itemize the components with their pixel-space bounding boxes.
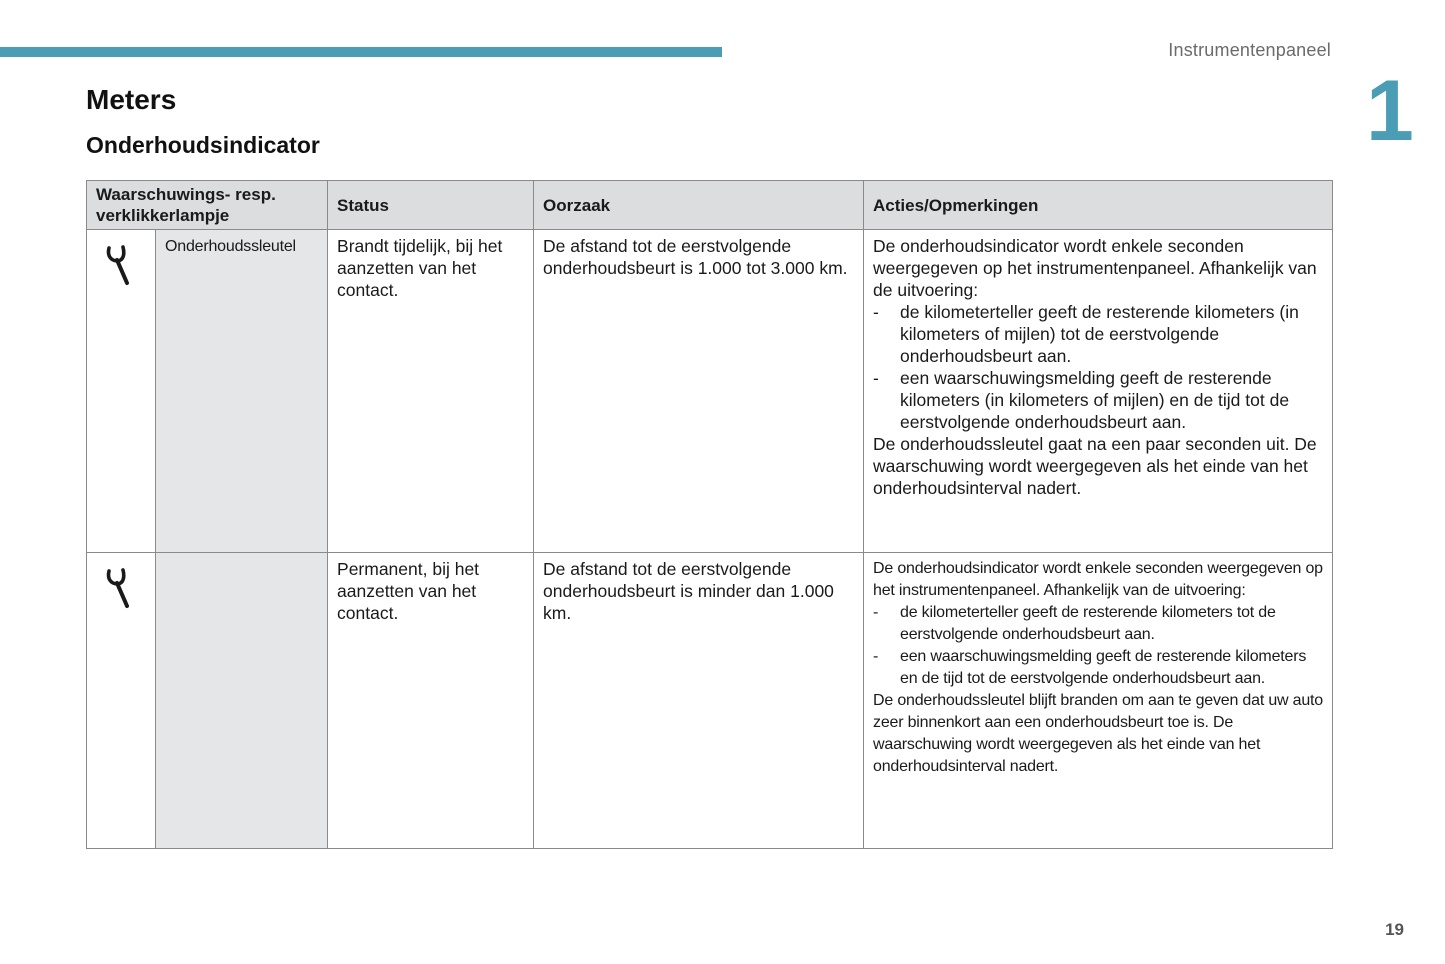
list-item: - een waarschuwingsmelding geeft de resterende kilometers (in kilometers of mijlen) en de tijd tot de eerstvolgende onderhoudsbeurt aan. (873, 367, 1323, 433)
table-header-row (87, 181, 1333, 230)
actions-cell (864, 230, 1333, 553)
column-header-status: Status (328, 181, 534, 230)
table-row (87, 230, 1333, 553)
actions-intro: De onderhoudsindicator wordt enkele seconden weergegeven op het instrumentenpaneel. Afhankelijk van de uitvoering: (873, 560, 1323, 599)
status-cell: Brandt tijdelijk, bij het aanzetten van het contact. (328, 230, 534, 553)
column-header-warning-lamp: Waarschuwings- resp. verklikkerlampje (87, 181, 328, 230)
column-header-cause: Oorzaak (534, 181, 864, 230)
table-row (87, 553, 1333, 849)
list-item-text: de kilometerteller geeft de resterende kilometers tot de eerstvolgende onderhoudsbeurt aan. (900, 604, 1276, 643)
section-title: Onderhoudsindicator (86, 132, 320, 158)
wrench-icon (104, 565, 138, 611)
list-item: - een waarschuwingsmelding geeft de resterende kilometers en de tijd tot de eerstvolgende onderhoudsbeurt aan. (873, 646, 1323, 690)
cause-cell: De afstand tot de eerstvolgende onderhoudsbeurt is minder dan 1.000 km. (534, 553, 864, 849)
cause-cell: De afstand tot de eerstvolgende onderhoudsbeurt is 1.000 tot 3.000 km. (534, 230, 864, 553)
icon-cell (87, 230, 156, 553)
list-item-text: de kilometerteller geeft de resterende kilometers (in kilometers of mijlen) tot de eerstvolgende onderhoudsbeurt aan. (900, 302, 1299, 366)
header-accent-bar (0, 47, 722, 57)
maintenance-indicator-table (86, 180, 1333, 849)
list-item-text: een waarschuwingsmelding geeft de resterende kilometers (in kilometers of mijlen) en de tijd tot de eerstvolgende onderhoudsbeurt aan. (900, 368, 1290, 432)
actions-cell (864, 553, 1333, 849)
page-number: 19 (1385, 920, 1404, 939)
lamp-name: Onderhoudssleutel (156, 230, 328, 553)
lamp-name (156, 553, 328, 849)
actions-outro: De onderhoudssleutel gaat na een paar seconden uit. De waarschuwing wordt weergegeven als het einde van het onderhoudsinterval nadert. (873, 434, 1317, 498)
list-item-text: een waarschuwingsmelding geeft de resterende kilometers en de tijd tot de eerstvolgende onderhoudsbeurt aan. (900, 648, 1307, 687)
wrench-icon (104, 242, 138, 288)
list-item: - de kilometerteller geeft de resterende kilometers tot de eerstvolgende onderhoudsbeurt aan. (873, 602, 1323, 646)
actions-outro: De onderhoudssleutel blijft branden om aan te geven dat uw auto zeer binnenkort aan een onderhoudsbeurt toe is. De waarschuwing wordt weergegeven als het einde van het onderhoudsinterval nadert. (873, 692, 1323, 775)
status-cell: Permanent, bij het aanzetten van het contact. (328, 553, 534, 849)
list-item: - de kilometerteller geeft de resterende kilometers (in kilometers of mijlen) tot de eerstvolgende onderhoudsbeurt aan. (873, 301, 1323, 367)
chapter-number: 1 (1366, 63, 1414, 159)
icon-cell (87, 553, 156, 849)
column-header-actions: Acties/Opmerkingen (864, 181, 1333, 230)
page-title: Meters (86, 84, 177, 115)
section-label: Instrumentenpaneel (1168, 40, 1331, 60)
actions-intro: De onderhoudsindicator wordt enkele seconden weergegeven op het instrumentenpaneel. Afhankelijk van de uitvoering: (873, 236, 1317, 300)
